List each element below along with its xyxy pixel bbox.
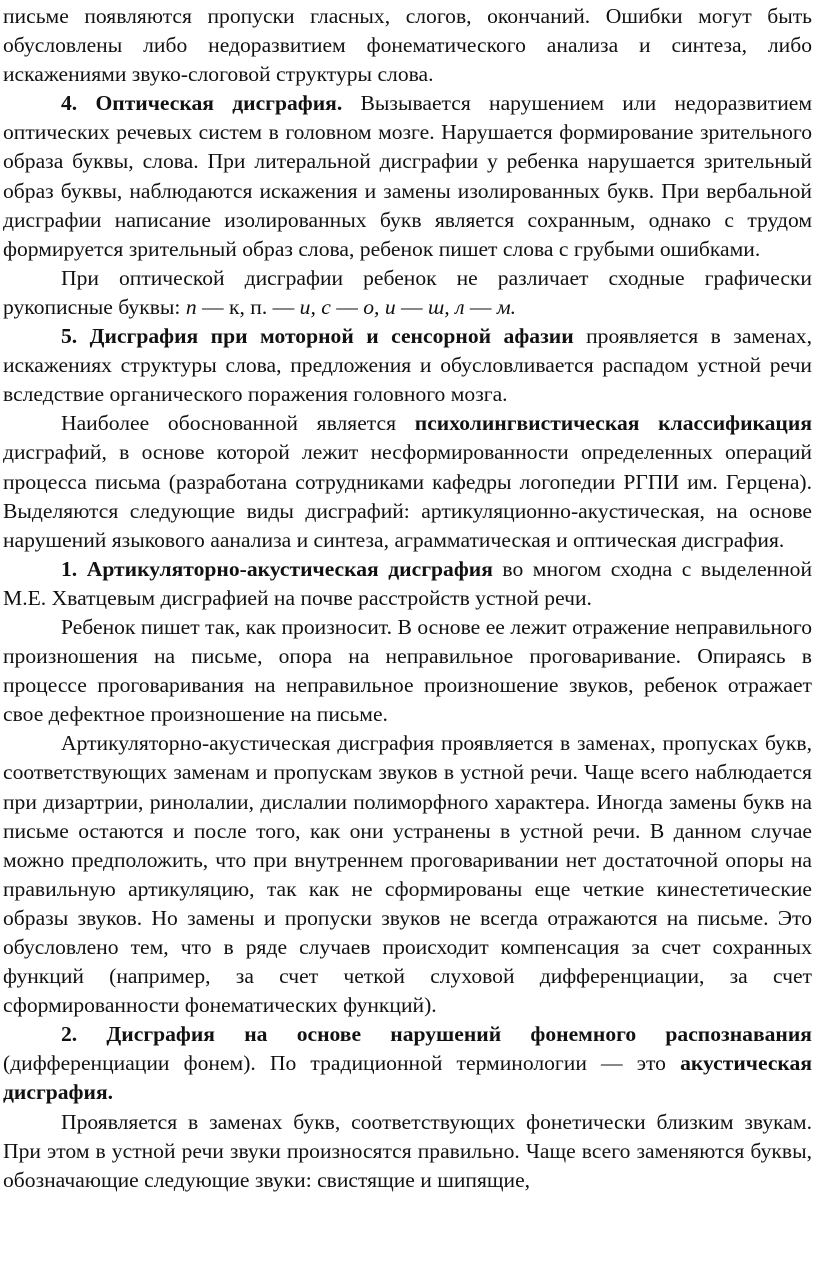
paragraph-text: (дифференциации фонем). По традиционной терминологии — это	[3, 1051, 681, 1076]
paragraph-aphasia-dysgraphia	[3, 322, 812, 409]
paragraph-body	[3, 1108, 812, 1195]
paragraph-classification	[3, 409, 812, 554]
paragraph-text: дисграфий, в основе которой лежит несформированности определенных операций процесса письма (разработана сотрудниками кафедры логопедии РГПИ им. Герцена). Выделяются следующие виды дисграфий: артикуляционно-акустическая, на основе нарушений языкового аанализа и синтеза, аграмматическая и оптическая дисграфия.	[3, 440, 812, 552]
paragraph-phoneme-dysgraphia	[3, 1020, 812, 1107]
paragraph-text: Ребенок пишет так, как произносит. В основе ее лежит отражение неправильного произношения на письме, опора на неправильное проговаривание. Опираясь в процессе проговаривания на неправильное произношение звуков, ребенок отражает свое дефектное произношение на письме.	[3, 614, 812, 727]
paragraph-text: проявляется в заменах, искажениях структуры слова, предложения и обусловливается распадом устной речи вследствие органического поражения головного мозга.	[3, 324, 813, 407]
italic-letter: и, с	[299, 294, 331, 319]
paragraph-optical-dysgraphia	[3, 89, 812, 264]
section-heading: 2. Дисграфия на основе нарушений фонемного распознавания	[61, 1022, 812, 1047]
paragraph-body	[3, 613, 812, 729]
paragraph-text: Артикуляторно-акустическая дисграфия проявляется в заменах, пропусках букв, соответствующих заменам и пропускам звуков в устной речи. Чаще всего наблюдается при дизартрии, ринолалии, дислалии полиморфного характера. Иногда замены букв на письме остаются и после того, как они устранены в устной речи. В данном случае можно предположить, что при внутреннем проговаривании нет достаточной опоры на правильную артикуляцию, так как не сформированы еще четкие кинестетические образы звуков. Но замены и пропуски звуков не всегда отражаются на письме. Это обусловлено тем, что в ряде случаев происходит компенсация за счет сохранных функций (например, за счет четкой слуховой дифференциации, за счет сформированности фонематических функций).	[3, 731, 812, 1018]
italic-letter: м.	[496, 294, 517, 319]
paragraph-body	[3, 729, 812, 1020]
paragraph-text: во многом сходна с выделенной М.Е. Хватцевым дисграфией на почве расстройств устной речи.	[3, 556, 812, 610]
section-heading: 5. Дисграфия при моторной и сенсорной афазии	[61, 324, 574, 349]
section-heading: 1. Артикуляторно-акустическая дисграфия	[61, 556, 493, 581]
section-heading: 4. Оптическая дисграфия.	[61, 91, 343, 116]
paragraph-continuation	[3, 2, 812, 89]
italic-letter: ш, л	[428, 294, 465, 319]
paragraph-text: —	[395, 294, 428, 319]
paragraph-text: —	[464, 294, 497, 319]
italic-letter: п	[185, 294, 197, 319]
paragraph-text: Проявляется в заменах букв, соответствующих фонетически близким звукам. При этом в устной речи звуки произносятся правильно. Чаще всего заменяются буквы, обозначающие следующие звуки: свистящие и шипящие,	[3, 1109, 812, 1192]
paragraph-text: При оптической дисграфии ребенок не различает сходные графически рукописные буквы:	[3, 265, 812, 319]
italic-letter: о, и	[363, 294, 396, 319]
paragraph-text: Наиболее обоснованной является	[61, 411, 415, 436]
paragraph-text: —	[330, 294, 364, 319]
bold-term: психолингвистическая классификация	[414, 411, 813, 436]
paragraph-optical-letters	[3, 264, 812, 322]
paragraph-text: Вызывается нарушением или недоразвитием оптических речевых систем в головном мозге. Нарушается формирование зрительного образа буквы, слова. При литеральной дисграфии у ребенка нарушается зрительный образ буквы, наблюдаются искажения и замены изолированных букв. При вербальной дисграфии написание изолированных букв является сохранным, однако с трудом формируется зрительный образ слова, ребенок пишет слова с грубыми ошибками.	[3, 91, 813, 261]
paragraph-text: — к, п. —	[196, 294, 300, 319]
paragraph-articulatory-dysgraphia	[3, 555, 812, 613]
paragraph-text: письме появляются пропуски гласных, слогов, окончаний. Ошибки могут быть обусловлены либо недоразвитием фонематического анализа и синтеза, либо искажениями звуко-слоговой структуры слова.	[3, 4, 812, 87]
bold-term: акустическая дисграфия.	[3, 1051, 812, 1105]
